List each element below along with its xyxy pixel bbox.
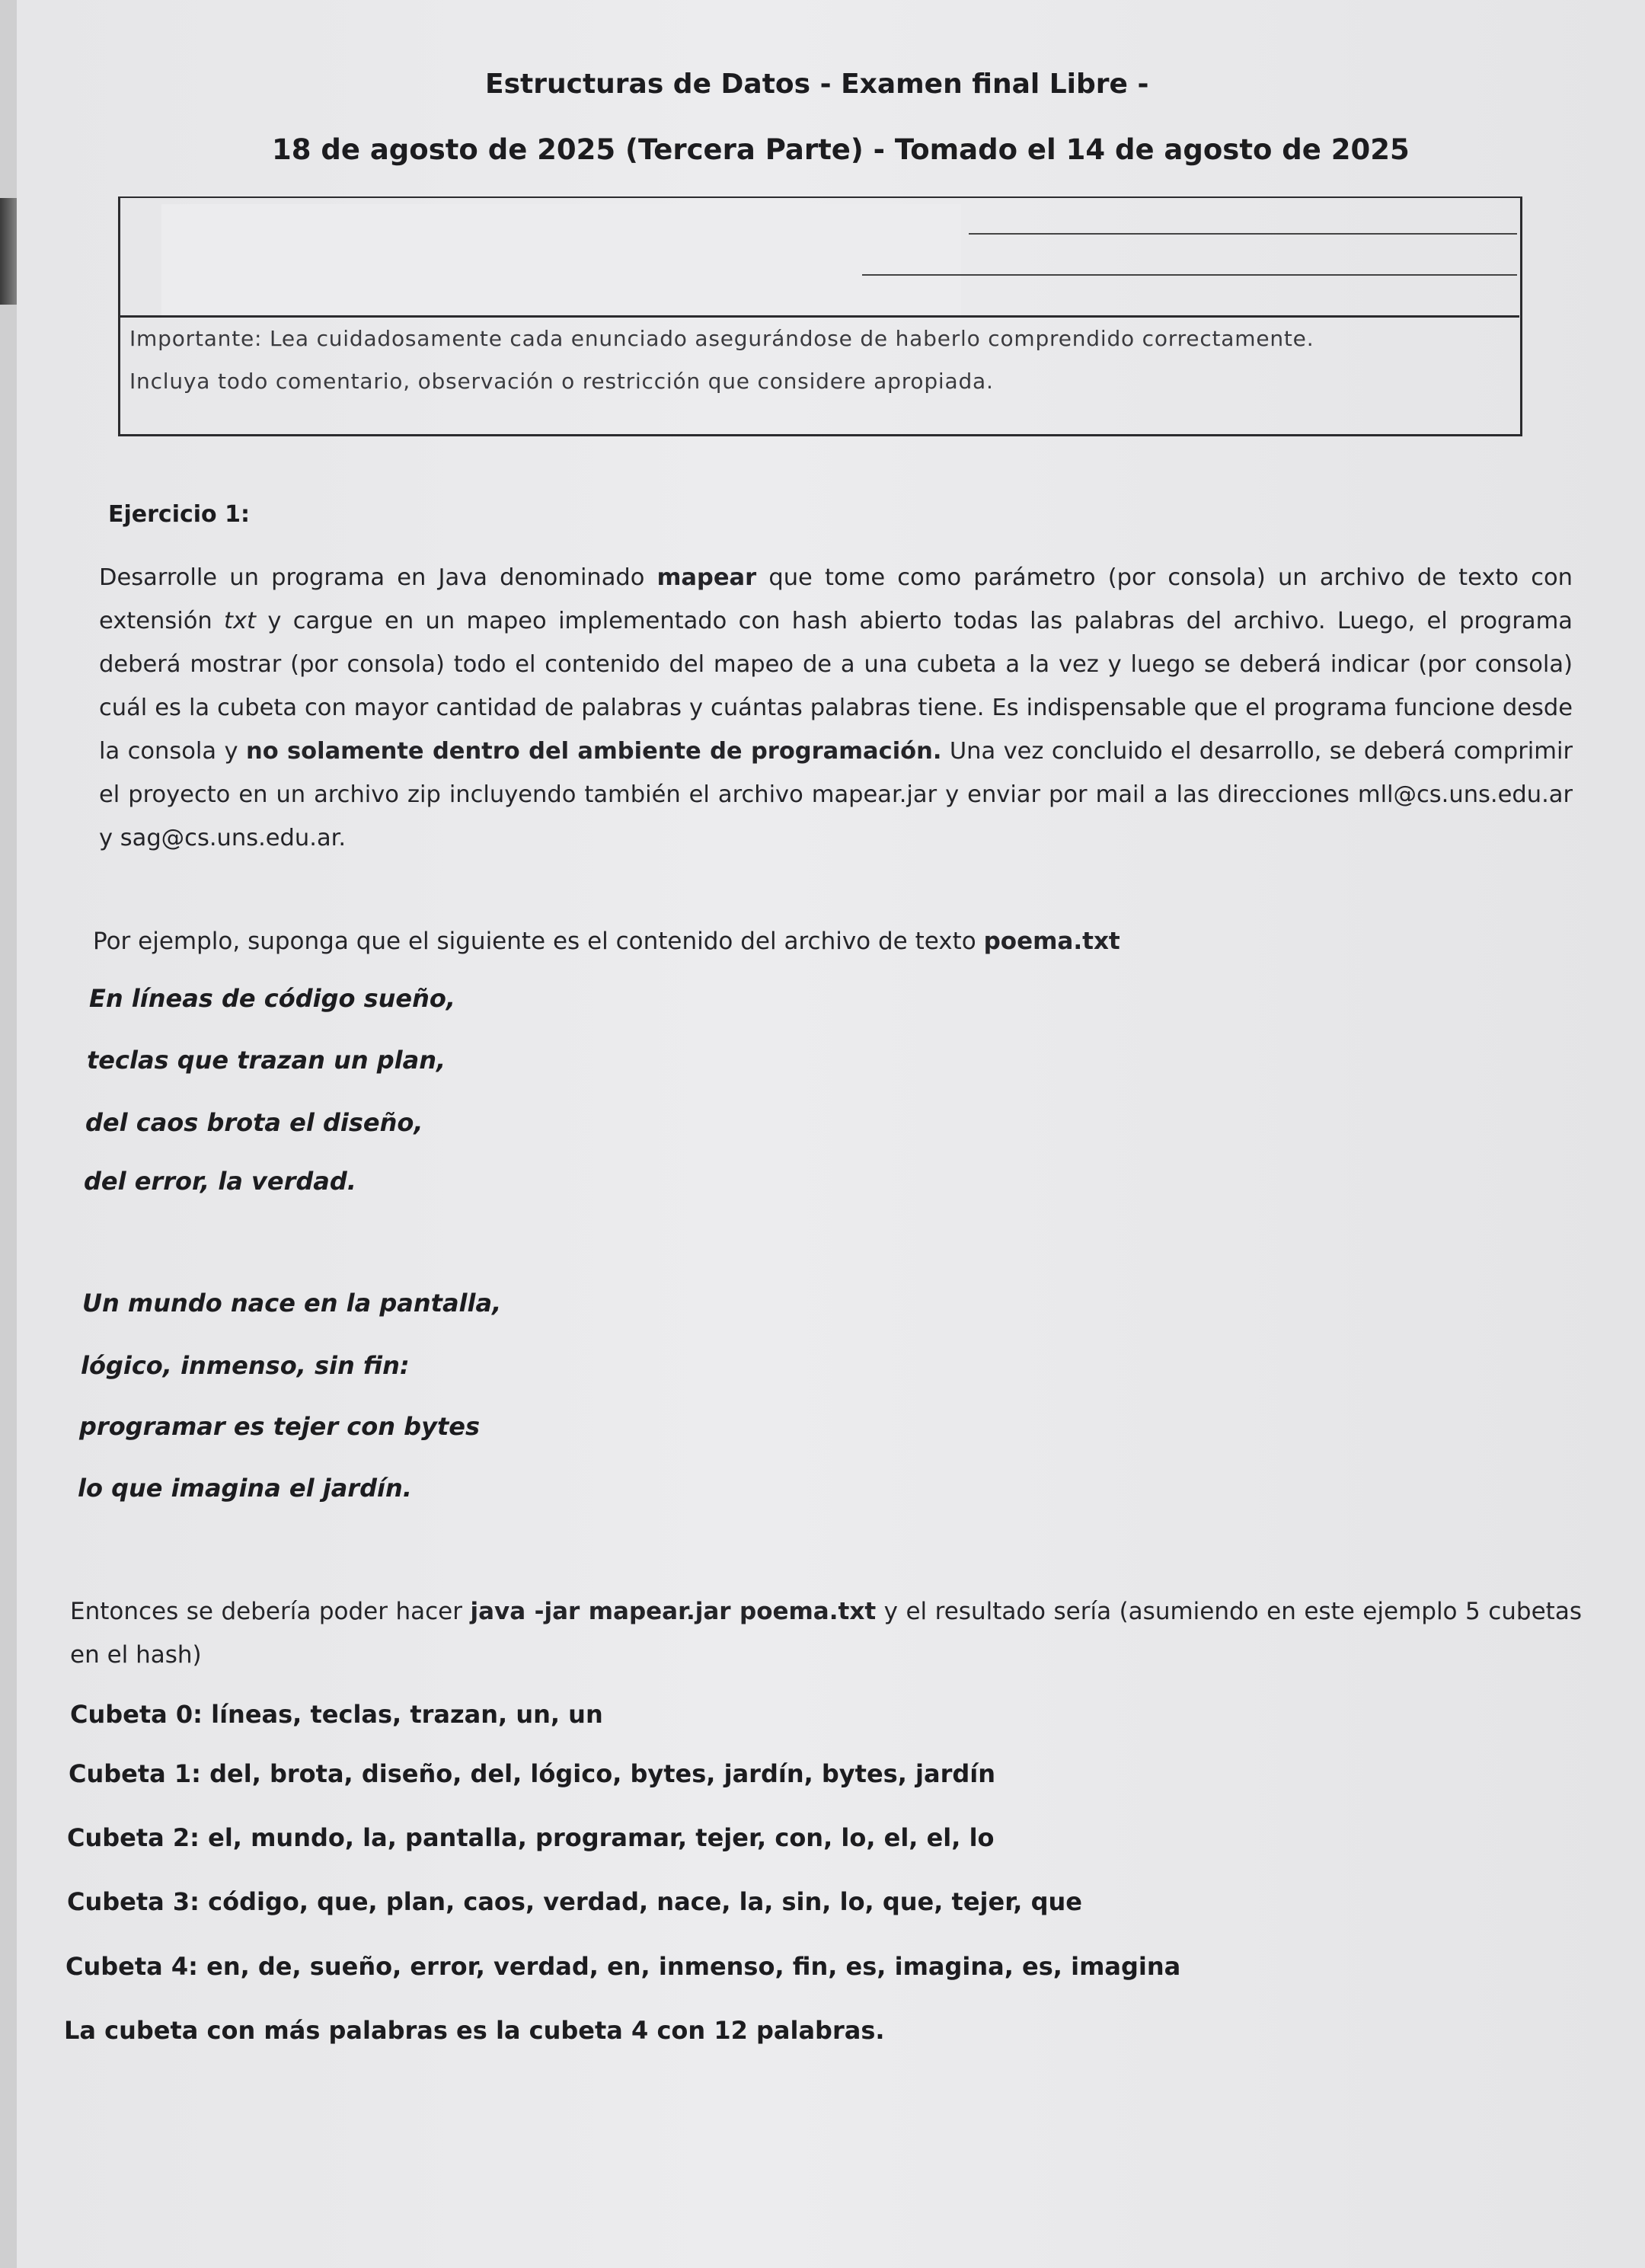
example-intro: Por ejemplo, suponga que el siguiente es el contenido del archivo de texto poema.txt bbox=[93, 928, 1120, 955]
notice-line-1: Importante: Lea cuidadosamente cada enunciado asegurándose de haberlo comprendido correctamente. bbox=[129, 326, 1314, 351]
exam-title: Estructuras de Datos - Examen final Libre - bbox=[485, 69, 1149, 100]
bucket-line: Cubeta 2: el, mundo, la, pantalla, programar, tejer, con, lo, el, el, lo bbox=[67, 1823, 995, 1852]
poem-line: teclas que trazan un plan, bbox=[87, 1046, 446, 1075]
redacted-area bbox=[161, 204, 961, 318]
id-line bbox=[862, 274, 1517, 276]
exam-date: 18 de agosto de 2025 (Tercera Parte) - Tomado el 14 de agosto de 2025 bbox=[272, 133, 1410, 166]
bucket-line: Cubeta 1: del, brota, diseño, del, lógico, bytes, jardín, bytes, jardín bbox=[69, 1759, 995, 1788]
conclusion: La cubeta con más palabras es la cubeta 4 con 12 palabras. bbox=[64, 2016, 885, 2045]
command-paragraph: Entonces se debería poder hacer java -jar mapear.jar poema.txt y el resultado sería (asumiendo en este ejemplo 5 cubetas en el hash) bbox=[70, 1598, 1582, 1669]
exam-sheet bbox=[17, 0, 1645, 2268]
notice-line-2: Incluya todo comentario, observación o restricción que considere apropiada. bbox=[129, 369, 994, 394]
poem-line: lógico, inmenso, sin fin: bbox=[81, 1351, 410, 1380]
poem-line: del error, la verdad. bbox=[84, 1167, 356, 1196]
bucket-line: Cubeta 4: en, de, sueño, error, verdad, en, inmenso, fin, es, imagina, es, imagina bbox=[65, 1952, 1181, 1981]
exercise-statement: Desarrolle un programa en Java denominado mapear que tome como parámetro (por consola) un archivo de texto con extensión txt y cargue en un mapeo implementado con hash abierto todas las palabras del archivo. Luego, el programa deberá mostrar (por consola) todo el contenido del mapeo de a una cubeta a la vez y luego se deberá indicar (por consola) cuál es la cubeta con mayor cantidad de palabras y cuántas palabras tiene. Es indispensable que el programa funcione desde la consola y no solamente dentro del ambiente de programación. Una vez concluido el desarrollo, se deberá comprimir el proyecto en un archivo zip incluyendo también el archivo mapear.jar y enviar por mail a las direcciones mll@cs.uns.edu.ar y sag@cs.uns.edu.ar. bbox=[99, 564, 1573, 851]
name-line bbox=[969, 233, 1517, 235]
poem-line: del caos brota el diseño, bbox=[85, 1108, 423, 1137]
poem-line: Un mundo nace en la pantalla, bbox=[82, 1289, 502, 1318]
bucket-line: Cubeta 0: líneas, teclas, trazan, un, un bbox=[70, 1700, 603, 1729]
poem-line: lo que imagina el jardín. bbox=[78, 1474, 412, 1503]
bucket-line: Cubeta 3: código, que, plan, caos, verdad, nace, la, sin, lo, que, tejer, que bbox=[67, 1887, 1082, 1916]
header-divider bbox=[118, 315, 1519, 318]
poem-line: En líneas de código sueño, bbox=[89, 984, 456, 1013]
poem-line: programar es tejer con bytes bbox=[79, 1412, 480, 1441]
exercise-heading: Ejercicio 1: bbox=[108, 501, 250, 528]
